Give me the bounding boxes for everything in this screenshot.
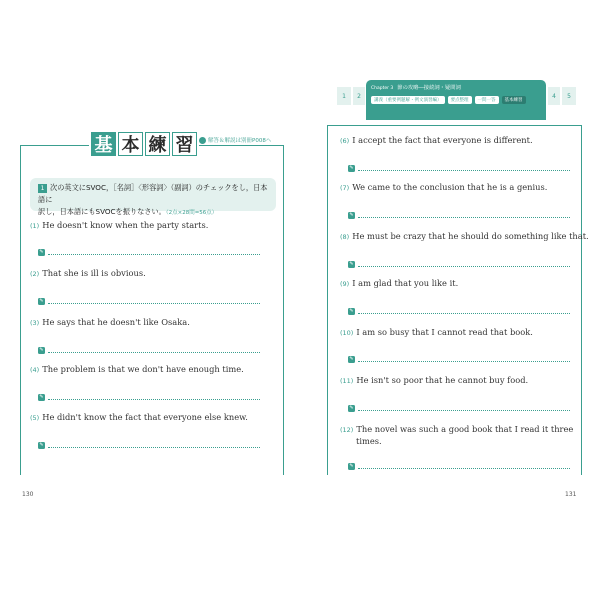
answer-line[interactable] xyxy=(348,355,570,363)
question-item: (5) He didn't know the fact that everyone else knew. xyxy=(30,412,248,422)
title-char: 習 xyxy=(172,132,197,156)
question-item: (3) He says that he doesn't like Osaka. xyxy=(30,317,190,327)
page-number: 130 xyxy=(22,491,34,498)
answer-reference-text: 解答＆解説は別冊P008へ xyxy=(208,138,272,144)
breadcrumb-item[interactable]: 要点整理 xyxy=(448,96,472,104)
breadcrumb-item[interactable]: 一問一答 xyxy=(475,96,499,104)
question-item: (4) The problem is that we don't have enough time. xyxy=(30,364,244,374)
chapter-breadcrumb xyxy=(371,96,541,104)
right-page-frame xyxy=(327,125,582,475)
side-tab[interactable]: 4 xyxy=(548,87,560,105)
pencil-icon: ✎ xyxy=(39,347,44,353)
pencil-icon: ✎ xyxy=(39,298,44,304)
side-tab[interactable]: 5 xyxy=(562,87,576,105)
answer-line[interactable] xyxy=(38,346,260,354)
pencil-icon: ✎ xyxy=(349,165,354,171)
pencil-icon: ✎ xyxy=(39,442,44,448)
chapter-title: 節の攻略―接続詞・疑問詞 xyxy=(397,85,461,91)
question-item: (6) I accept the fact that everyone is different. xyxy=(340,135,533,145)
answer-line[interactable] xyxy=(348,307,570,315)
breadcrumb-item[interactable]: 講義（重要例題解・例文演習編） xyxy=(371,96,445,104)
pencil-icon: ✎ xyxy=(349,261,354,267)
answer-line[interactable] xyxy=(348,211,570,219)
question-item: (12) The novel was such a good book that I read it three xyxy=(340,424,574,434)
side-tab[interactable]: 2 xyxy=(353,87,365,105)
pencil-icon: ✎ xyxy=(39,249,44,255)
chapter-header xyxy=(366,80,546,120)
question-item: (8) He must be crazy that he should do something like that. xyxy=(340,231,589,241)
question-item: (9) I am glad that you like it. xyxy=(340,278,459,288)
question-item: (7) We came to the conclusion that he is a genius. xyxy=(340,182,548,192)
title-char: 本 xyxy=(118,132,143,156)
answer-reference xyxy=(199,136,271,144)
instruction-text: 訳し，日本語にもSVOCを振りなさい。 xyxy=(38,207,166,216)
answer-line[interactable] xyxy=(348,404,570,412)
answer-line[interactable] xyxy=(348,462,570,470)
section-title xyxy=(89,132,199,156)
pencil-icon: ✎ xyxy=(349,463,354,469)
answer-line[interactable] xyxy=(348,260,570,268)
question-item: (2) That she is ill is obvious. xyxy=(30,268,146,278)
question-item: (10) I am so busy that I cannot read that book. xyxy=(340,327,533,337)
pencil-icon: ✎ xyxy=(349,356,354,362)
answer-line[interactable] xyxy=(38,441,260,449)
side-tab[interactable]: 1 xyxy=(337,87,351,105)
answer-line[interactable] xyxy=(38,248,260,256)
pencil-icon: ✎ xyxy=(39,394,44,400)
pencil-icon: ✎ xyxy=(349,212,354,218)
instruction-points: （2点×28問=56点） xyxy=(165,210,218,216)
chapter-label: Chapter 3 xyxy=(371,86,394,91)
instruction-box xyxy=(30,178,276,216)
title-char: 練 xyxy=(145,132,170,156)
answer-line[interactable] xyxy=(38,393,260,401)
pencil-icon: ✎ xyxy=(349,405,354,411)
instruction-number: 1 xyxy=(38,184,47,193)
pencil-icon: ✎ xyxy=(349,308,354,314)
book-icon xyxy=(199,137,206,144)
title-char: 基 xyxy=(91,132,116,156)
question-item-continuation: times. xyxy=(356,436,382,446)
question-item: (1) He doesn't know when the party starts. xyxy=(30,220,209,230)
answer-line[interactable] xyxy=(348,164,570,172)
page-number: 131 xyxy=(565,491,577,498)
answer-line[interactable] xyxy=(38,297,260,305)
breadcrumb-item-current[interactable]: 基本練習 xyxy=(502,96,526,104)
question-item: (11) He isn't so poor that he cannot buy food. xyxy=(340,375,529,385)
instruction-text: 次の英文にSVOC，［名詞］〈形容詞〉（副詞）のチェックをし，日本語に xyxy=(38,183,268,204)
